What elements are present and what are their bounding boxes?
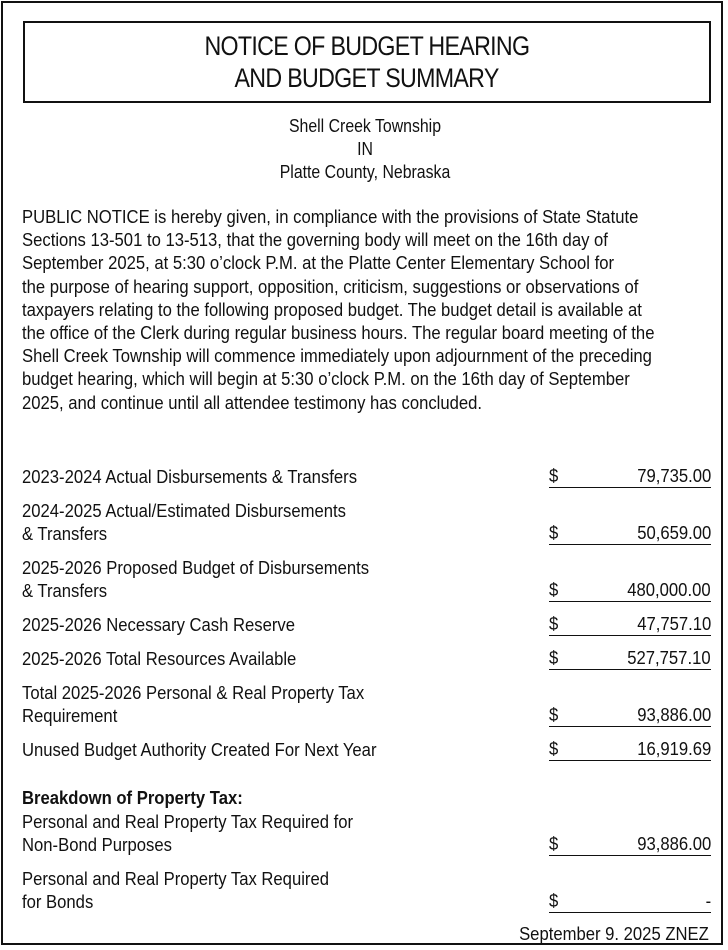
summary-row-label [22,465,357,488]
dollar-sign: $ [549,646,559,668]
label-line-2: & Transfers [22,579,108,601]
breakdown-row-amount: 93,886.00 [636,832,711,854]
summary-row-amount: 16,919.69 [636,737,711,759]
dollar-sign: $ [549,737,559,759]
entity-county: Platte County, Nebraska [279,162,451,182]
notice-line: 2025, and continue until all attendee testimony has concluded. [22,391,483,413]
summary-row-amount: 47,757.10 [636,612,711,634]
label-line-1: 2025-2026 Proposed Budget of Disbursements [22,556,370,578]
summary-row-money [549,647,711,670]
summary-row-amount: 79,735.00 [636,464,711,486]
summary-row-estimated-2024-2025 [22,497,712,545]
label-line-1: 2023-2024 Actual Disbursements & Transfers [22,465,358,487]
label-line-2: for Bonds [22,890,94,912]
label-line-1: Personal and Real Property Tax Required [22,867,329,889]
breakdown-row-bonds [22,865,712,913]
label-line-1: Personal and Real Property Tax Required for [22,810,354,832]
summary-row-money [549,522,711,545]
notice-line: the office of the Clerk during regular business hours. The regular board meeting of the [22,322,655,344]
notice-line: PUBLIC NOTICE is hereby given, in compliance with the provisions of State Statute [22,206,639,227]
dollar-sign: $ [549,612,559,634]
entity-connector: IN [357,139,373,159]
summary-row-amount: 480,000.00 [627,578,711,600]
summary-row-money [549,738,711,761]
summary-row-label [22,738,376,761]
publication-footer: September 9. 2025 ZNEZ [519,923,709,944]
breakdown-row-money [549,833,711,856]
dollar-sign: $ [549,889,559,911]
notice-line: Shell Creek Township will commence immediately upon adjournment of the preceding [22,345,652,367]
label-line-2: Non-Bond Purposes [22,833,172,855]
notice-title-box [23,21,711,103]
label-line-1: 2024-2025 Actual/Estimated Disbursements [22,499,346,521]
notice-line: taxpayers relating to the following proposed budget. The budget detail is available at [22,298,642,320]
label-line-1: Total 2025-2026 Personal & Real Property Tax [22,681,365,703]
label-line-1: 2025-2026 Necessary Cash Reserve [22,613,296,635]
label-line-2: Requirement [22,704,118,726]
summary-row-label [22,647,296,670]
dollar-sign: $ [549,703,559,725]
label-line-2: & Transfers [22,522,108,544]
breakdown-row-amount: - [705,889,711,911]
dollar-sign: $ [549,521,559,543]
summary-row-actual-2023-2024 [22,440,712,488]
notice-title-line-1: NOTICE OF BUDGET HEARING [204,31,530,61]
summary-row-unused-budget-authority [22,713,712,761]
label-line-1: 2025-2026 Total Resources Available [22,647,297,669]
breakdown-row-money [549,890,711,913]
label-line-1: Unused Budget Authority Created For Next Year [22,738,377,760]
notice-line: September 2025, at 5:30 o’clock P.M. at the Platte Center Elementary School for [22,252,615,274]
entity-name: Shell Creek Township [288,116,442,136]
public-notice-paragraph [22,205,699,414]
summary-row-total-resources [22,622,712,670]
breakdown-row-label [22,810,353,856]
notice-line: the purpose of hearing support, opposition, criticism, suggestions or observations of [22,275,639,297]
entity-block [3,115,727,184]
dollar-sign: $ [549,464,559,486]
breakdown-row-non-bond [22,808,712,856]
dollar-sign: $ [549,832,559,854]
breakdown-title: Breakdown of Property Tax: [22,787,243,808]
dollar-sign: $ [549,578,559,600]
summary-row-amount: 527,757.10 [627,646,711,668]
summary-row-amount: 93,886.00 [636,703,711,725]
breakdown-row-label [22,867,329,913]
notice-line: budget hearing, which will begin at 5:30 o’clock P.M. on the 16th day of September [22,368,630,390]
notice-title-line-2: AND BUDGET SUMMARY [234,63,500,93]
summary-row-amount: 50,659.00 [636,521,711,543]
notice-line: Sections 13-501 to 13-513, that the governing body will meet on the 16th day of [22,229,608,251]
notice-page [1,1,723,945]
summary-row-money [549,465,711,488]
summary-row-label [22,499,346,545]
